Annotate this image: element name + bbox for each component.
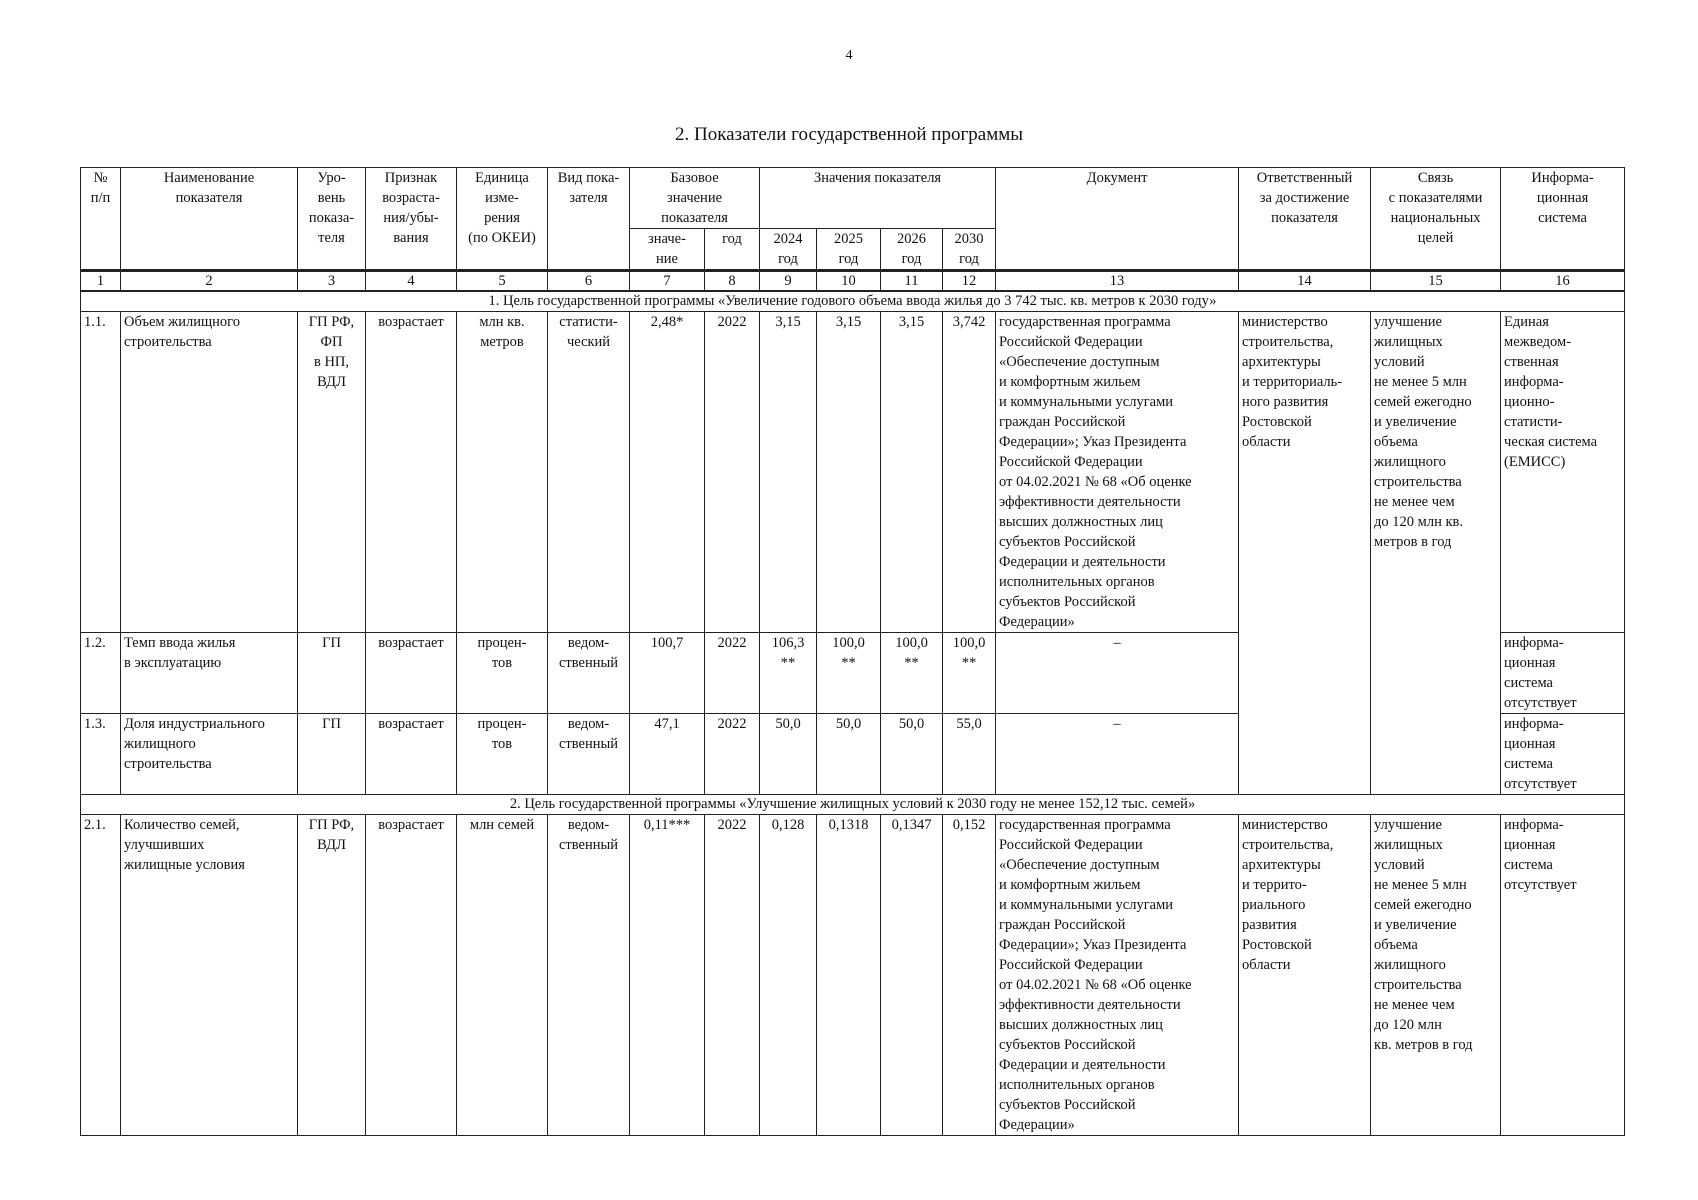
indicator-name: Доля индустриального жилищного строительства: [121, 714, 298, 795]
col-number: 10: [817, 271, 881, 292]
col-number: 12: [943, 271, 996, 292]
document-text: государственная программа Российской Федерации «Обеспечение доступным и комфортным жильем и коммунальными услугами граждан Российской Федерации»; Указ Президента Российской Федерации от 04.02.2021 № 68 «Об оценке эффективности деятельности высших должностных лиц субъектов Российской Федерации и деятельности исполнительных органов субъектов Российской Федерации»: [996, 312, 1239, 633]
base-year: 2022: [705, 815, 760, 1136]
col-number: 13: [996, 271, 1239, 292]
indicator-type: ведом- ственный: [548, 714, 630, 795]
header-level: Уро- вень показа- теля: [298, 168, 366, 271]
header-base-value: значе- ние: [630, 229, 705, 271]
indicator-trend: возрастает: [366, 714, 457, 795]
table-row: [81, 815, 1625, 1136]
header-values: Значения показателя: [760, 168, 996, 229]
indicator-name: Количество семей, улучшивших жилищные условия: [121, 815, 298, 1136]
national-goal-link: улучшение жилищных условий не менее 5 млн семей ежегодно и увеличение объема жилищного строительства не менее чем до 120 млн кв. метров в год: [1371, 815, 1501, 1136]
header-2030: 2030 год: [943, 229, 996, 271]
header-no: № п/п: [81, 168, 121, 271]
goal-2-text: 2. Цель государственной программы «Улучшение жилищных условий к 2030 году не менее 152,12 тыс. семей»: [81, 795, 1625, 815]
header-link: Связь с показателями национальных целей: [1371, 168, 1501, 271]
col-number: 6: [548, 271, 630, 292]
goal-1-text: 1. Цель государственной программы «Увеличение годового объема ввода жилья до 3 742 тыс. кв. метров к 2030 году»: [81, 291, 1625, 312]
col-number: 3: [298, 271, 366, 292]
row-number: 1.2.: [81, 633, 121, 714]
value-2026: 3,15: [881, 312, 943, 633]
document-text: государственная программа Российской Федерации «Обеспечение доступным и комфортным жильем и коммунальными услугами граждан Российской Федерации»; Указ Президента Российской Федерации от 04.02.2021 № 68 «Об оценке эффективности деятельности высших должностных лиц субъектов Российской Федерации и деятельности исполнительных органов субъектов Российской Федерации»: [996, 815, 1239, 1136]
col-number: 15: [1371, 271, 1501, 292]
page-number: 4: [845, 48, 853, 63]
header-name: Наименование показателя: [121, 168, 298, 271]
col-number: 1: [81, 271, 121, 292]
value-2025: 100,0 **: [817, 633, 881, 714]
value-2030: 0,152: [943, 815, 996, 1136]
indicator-type: статисти- ческий: [548, 312, 630, 633]
header-trend: Признак возраста- ния/убы- вания: [366, 168, 457, 271]
indicator-trend: возрастает: [366, 312, 457, 633]
column-numbers-row: [81, 271, 1625, 292]
value-2025: 50,0: [817, 714, 881, 795]
base-value: 2,48*: [630, 312, 705, 633]
goal-row-1: [81, 291, 1625, 312]
value-2024: 0,128: [760, 815, 817, 1136]
value-2025: 0,1318: [817, 815, 881, 1136]
col-number: 14: [1239, 271, 1371, 292]
responsible-text: министерство строительства, архитектуры и террито- риального развития Ростовской области: [1239, 815, 1371, 1136]
info-system: информа- ционная система отсутствует: [1501, 714, 1625, 795]
value-2030: 3,742: [943, 312, 996, 633]
base-value: 47,1: [630, 714, 705, 795]
col-number: 16: [1501, 271, 1625, 292]
header-base-year: год: [705, 229, 760, 271]
base-value: 0,11***: [630, 815, 705, 1136]
base-year: 2022: [705, 633, 760, 714]
header-type: Вид пока- зателя: [548, 168, 630, 271]
header-2026: 2026 год: [881, 229, 943, 271]
value-2026: 50,0: [881, 714, 943, 795]
page-title: 2. Показатели государственной программы: [674, 124, 1024, 145]
indicator-trend: возрастает: [366, 633, 457, 714]
indicator-level: ГП: [298, 633, 366, 714]
header-unit: Единица изме- рения (по ОКЕИ): [457, 168, 548, 271]
header-responsible: Ответственный за достижение показателя: [1239, 168, 1371, 271]
indicator-name: Объем жилищного строительства: [121, 312, 298, 633]
indicator-unit: млн кв. метров: [457, 312, 548, 633]
indicator-unit: процен- тов: [457, 714, 548, 795]
base-year: 2022: [705, 312, 760, 633]
value-2026: 0,1347: [881, 815, 943, 1136]
indicator-level: ГП РФ, ВДЛ: [298, 815, 366, 1136]
value-2024: 3,15: [760, 312, 817, 633]
header-info: Информа- ционная система: [1501, 168, 1625, 271]
col-number: 11: [881, 271, 943, 292]
row-number: 1.3.: [81, 714, 121, 795]
indicator-level: ГП: [298, 714, 366, 795]
info-system: информа- ционная система отсутствует: [1501, 815, 1625, 1136]
indicators-table: [80, 167, 1625, 1136]
value-2025: 3,15: [817, 312, 881, 633]
document-text: –: [996, 633, 1239, 714]
national-goal-link: улучшение жилищных условий не менее 5 млн семей ежегодно и увеличение объема жилищного строительства не менее чем до 120 млн кв. метров в год: [1371, 312, 1501, 795]
col-number: 9: [760, 271, 817, 292]
value-2024: 50,0: [760, 714, 817, 795]
responsible-text: министерство строительства, архитектуры и территориаль- ного развития Ростовской области: [1239, 312, 1371, 795]
row-number: 1.1.: [81, 312, 121, 633]
value-2026: 100,0 **: [881, 633, 943, 714]
col-number: 2: [121, 271, 298, 292]
base-year: 2022: [705, 714, 760, 795]
document-text: –: [996, 714, 1239, 795]
header-row-1: [81, 168, 1625, 229]
header-2025: 2025 год: [817, 229, 881, 271]
value-2030: 55,0: [943, 714, 996, 795]
value-2024: 106,3 **: [760, 633, 817, 714]
indicator-level: ГП РФ, ФП в НП, ВДЛ: [298, 312, 366, 633]
col-number: 4: [366, 271, 457, 292]
indicator-unit: процен- тов: [457, 633, 548, 714]
indicator-unit: млн семей: [457, 815, 548, 1136]
col-number: 8: [705, 271, 760, 292]
base-value: 100,7: [630, 633, 705, 714]
col-number: 7: [630, 271, 705, 292]
info-system: Единая межведом- ственная информа- ционно- статисти- ческая система (ЕМИСС): [1501, 312, 1625, 633]
goal-row-2: [81, 795, 1625, 815]
value-2030: 100,0 **: [943, 633, 996, 714]
indicator-type: ведом- ственный: [548, 815, 630, 1136]
info-system: информа- ционная система отсутствует: [1501, 633, 1625, 714]
indicator-trend: возрастает: [366, 815, 457, 1136]
col-number: 5: [457, 271, 548, 292]
row-number: 2.1.: [81, 815, 121, 1136]
header-base: Базовое значение показателя: [630, 168, 760, 229]
table-row: [81, 312, 1625, 633]
indicator-name: Темп ввода жилья в эксплуатацию: [121, 633, 298, 714]
header-2024: 2024 год: [760, 229, 817, 271]
header-document: Документ: [996, 168, 1239, 271]
indicator-type: ведом- ственный: [548, 633, 630, 714]
